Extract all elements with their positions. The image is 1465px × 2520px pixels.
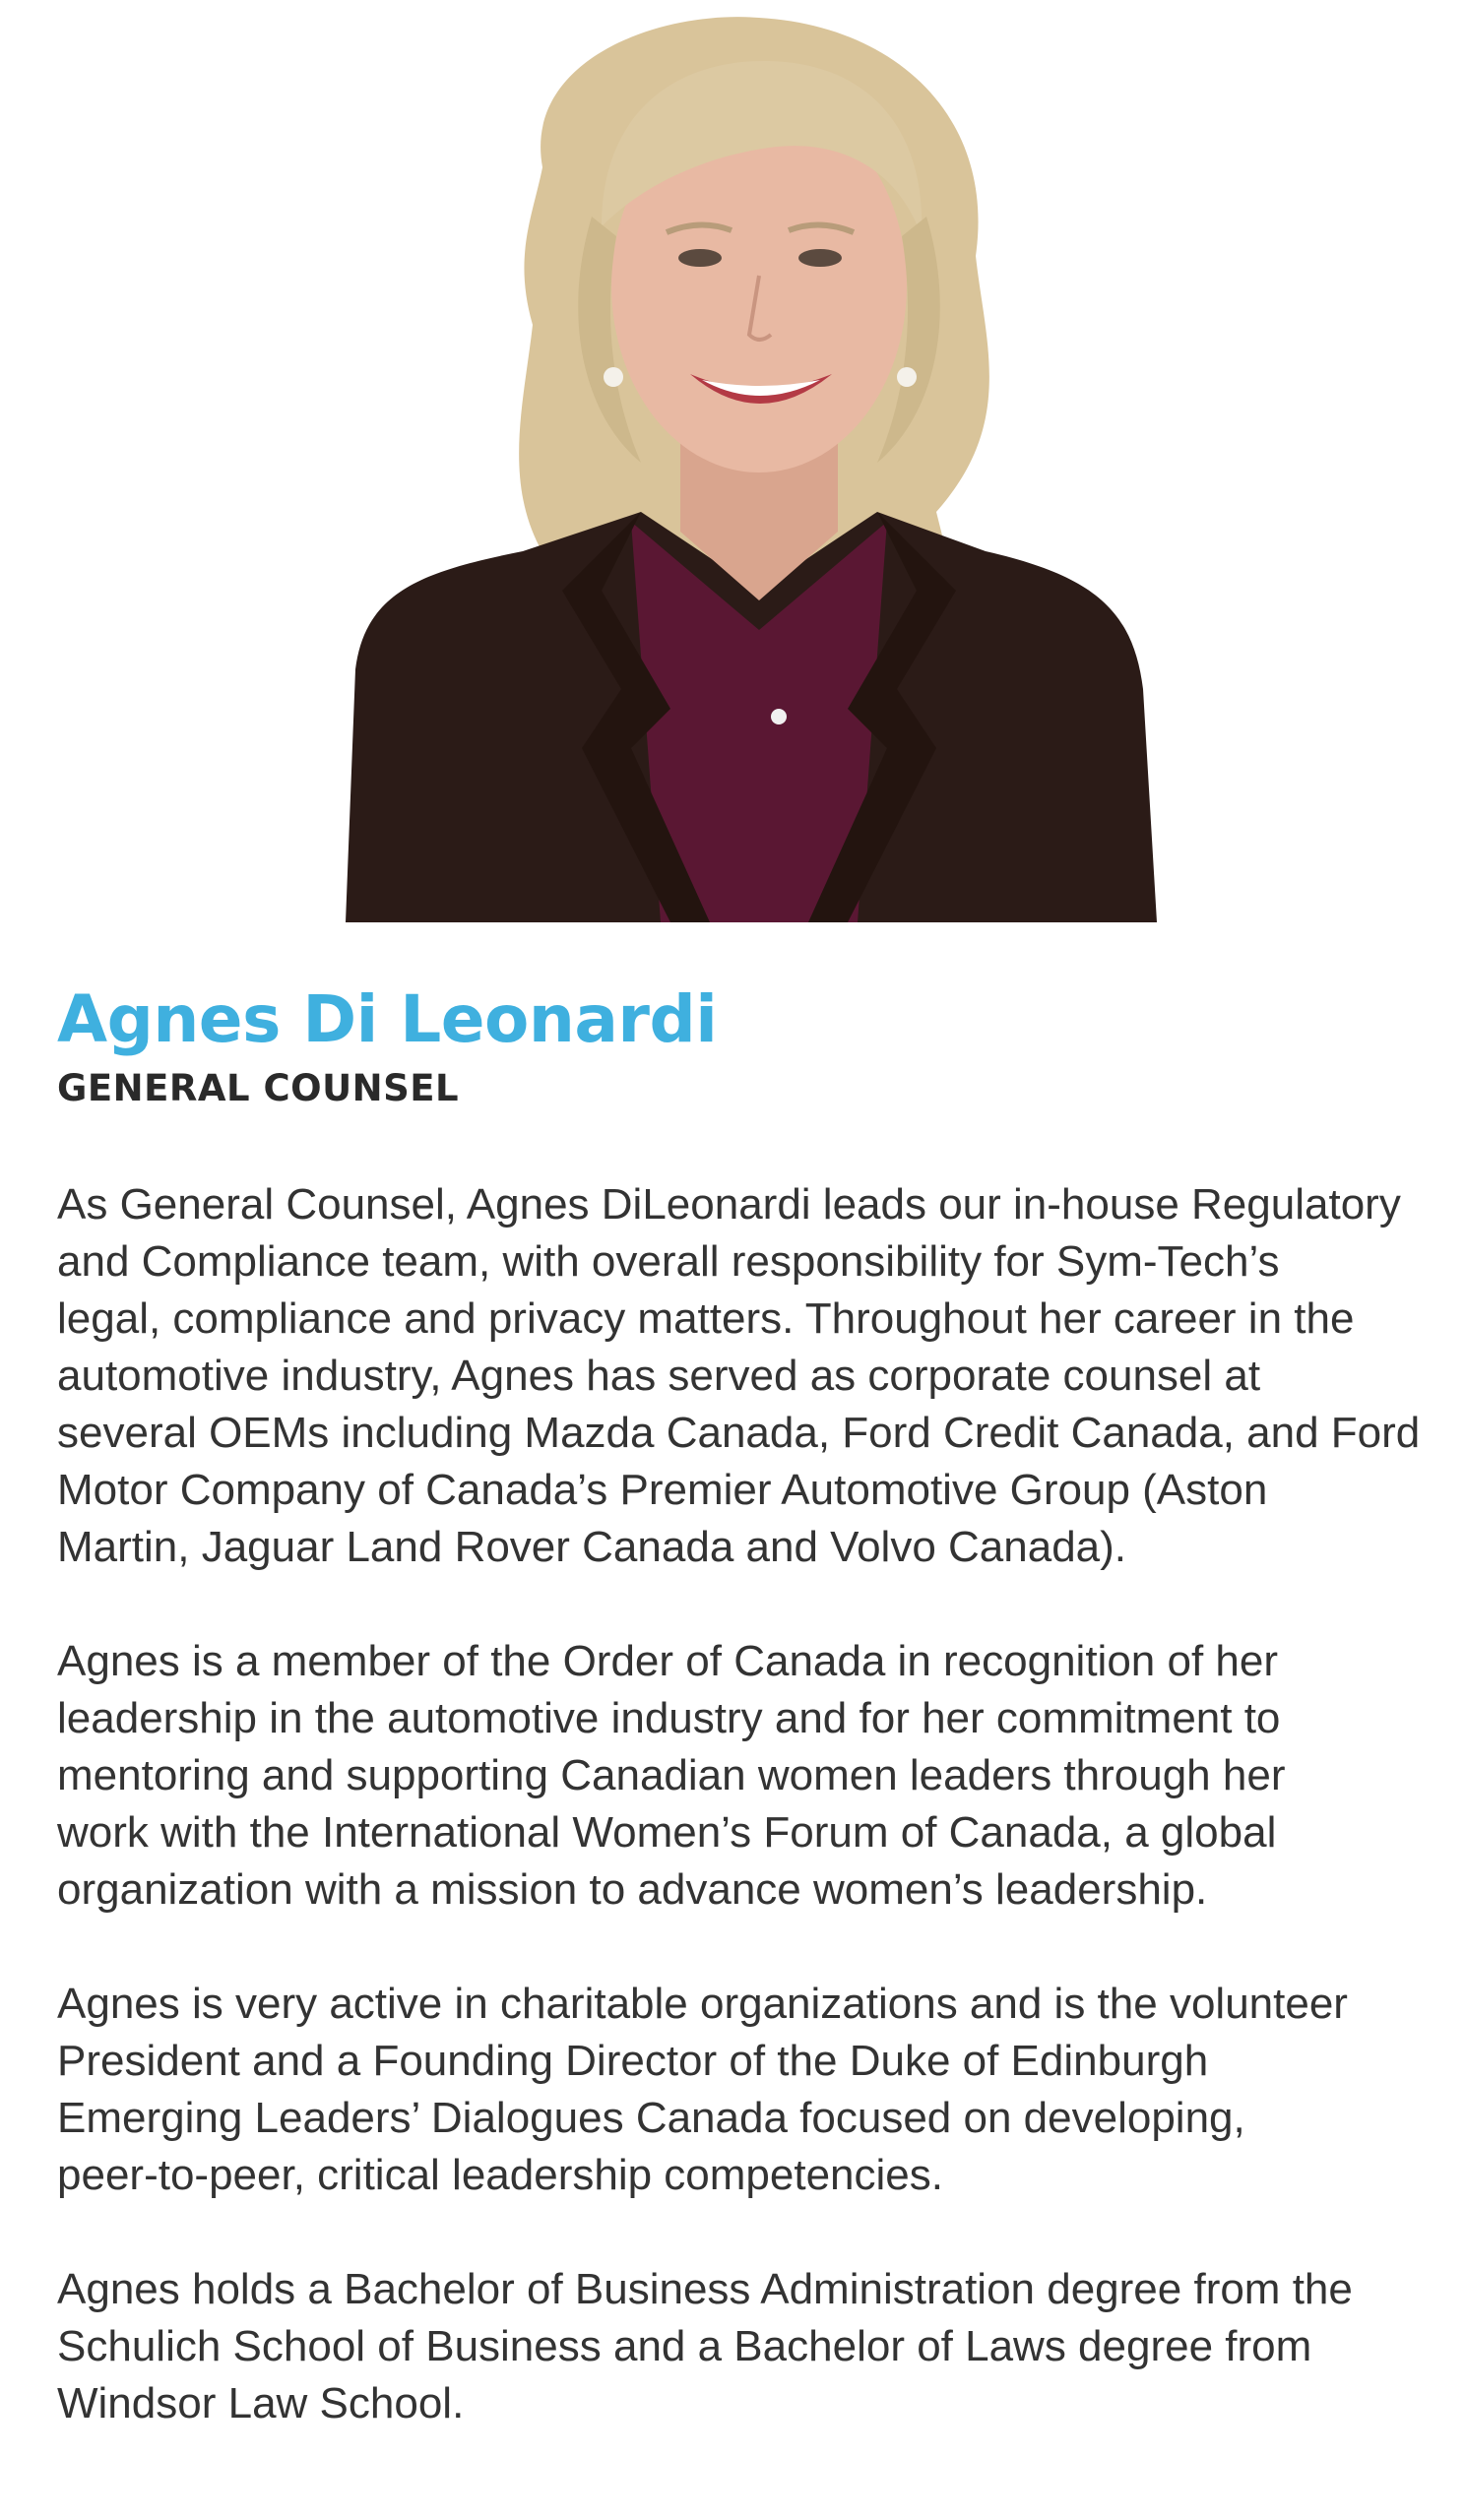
bio-line: Agnes holds a Bachelor of Business Administration degree from the [57, 2265, 1353, 2313]
bio-paragraph-2 [57, 1633, 1435, 1919]
bio-line: Agnes is a member of the Order of Canada in recognition of her [57, 1637, 1279, 1685]
bio-line: Martin, Jaguar Land Rover Canada and Volvo Canada). [57, 1523, 1127, 1571]
bio-line: peer-to-peer, critical leadership competencies. [57, 2151, 944, 2199]
bio-line: legal, compliance and privacy matters. Throughout her career in the [57, 1294, 1355, 1343]
bio-section [57, 979, 1435, 2432]
bio-line: organization with a mission to advance women’s leadership. [57, 1865, 1208, 1914]
bio-line: work with the International Women’s Forum of Canada, a global [57, 1808, 1277, 1857]
portrait-illustration [346, 0, 1157, 922]
bio-line: leadership in the automotive industry and for her commitment to [57, 1694, 1281, 1742]
person-name: Agnes Di Leonardi [57, 981, 718, 1057]
portrait-photo [346, 0, 1157, 922]
bio-line: Emerging Leaders’ Dialogues Canada focused on developing, [57, 2094, 1245, 2142]
bio-line: Motor Company of Canada’s Premier Automotive Group (Aston [57, 1466, 1268, 1514]
bio-paragraph-1 [57, 1176, 1435, 1576]
bio-line: mentoring and supporting Canadian women leaders through her [57, 1751, 1286, 1799]
bio-line: President and a Founding Director of the Duke of Edinburgh [57, 2037, 1209, 2085]
bio-line: automotive industry, Agnes has served as corporate counsel at [57, 1352, 1261, 1400]
bio-paragraph-3 [57, 1976, 1435, 2204]
bio-paragraph-4 [57, 2261, 1435, 2432]
bio-line: Agnes is very active in charitable organizations and is the volunteer [57, 1980, 1348, 2028]
bio-line: Schulich School of Business and a Bachelor of Laws degree from [57, 2322, 1312, 2370]
bio-line: several OEMs including Mazda Canada, Ford Credit Canada, and Ford [57, 1409, 1421, 1457]
bio-line: Windsor Law School. [57, 2379, 465, 2427]
job-title: GENERAL COUNSEL [57, 1067, 460, 1109]
bio-line: As General Counsel, Agnes DiLeonardi leads our in-house Regulatory [57, 1180, 1401, 1228]
bio-line: and Compliance team, with overall responsibility for Sym-Tech’s [57, 1237, 1280, 1286]
